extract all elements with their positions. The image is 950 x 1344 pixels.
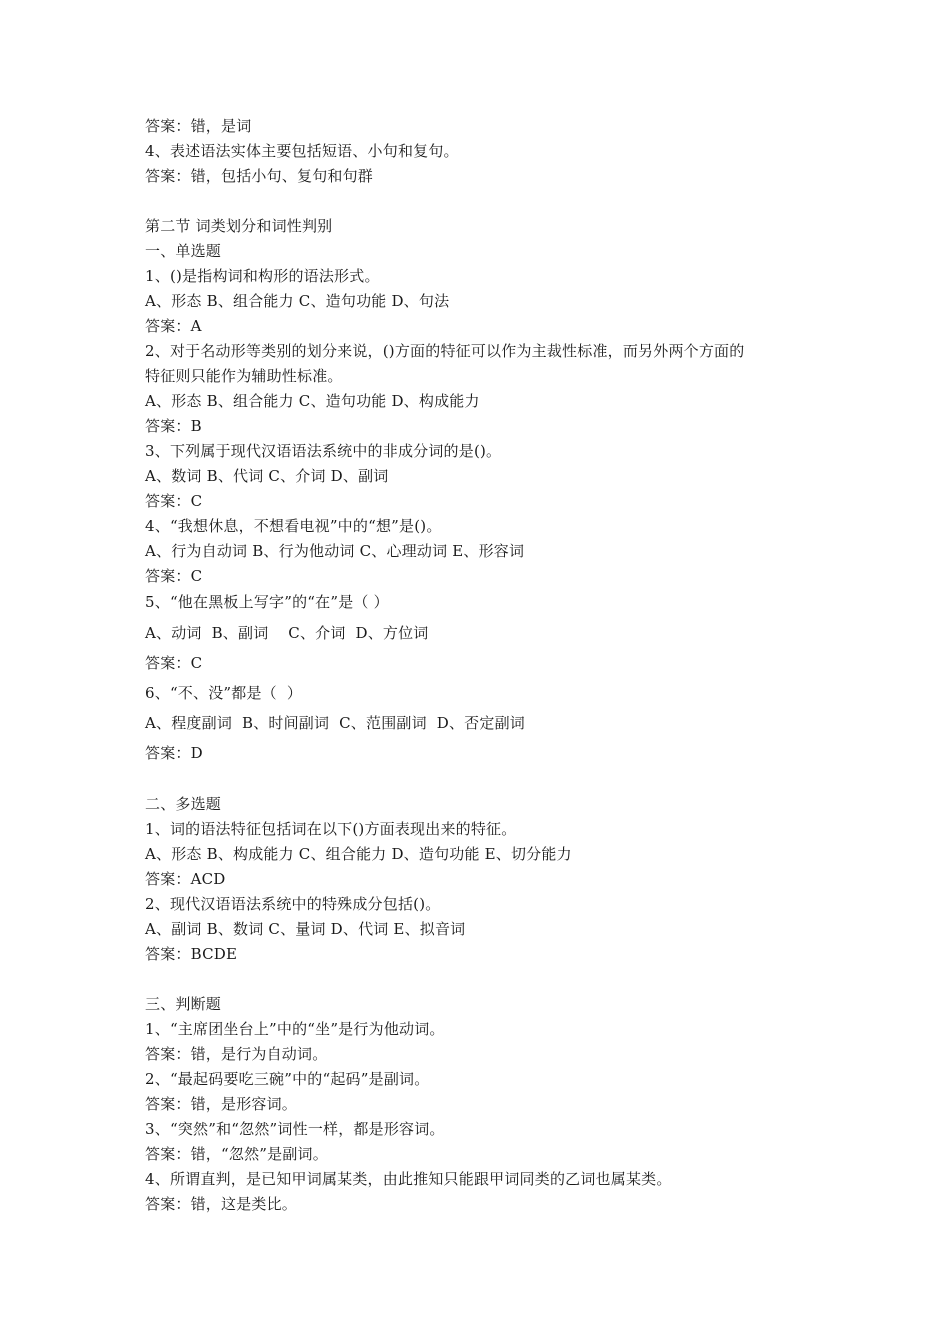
question-line-continued: 特征则只能作为辅助性标准。	[145, 367, 343, 385]
answer-line: 答案：错，包括小句、复句和句群	[145, 167, 374, 185]
subsection-heading: 二、多选题	[145, 795, 222, 813]
question-line: 3、下列属于现代汉语语法系统中的非成分词的是()。	[145, 442, 502, 460]
options-line: A、副词 B、数词 C、量词 D、代词 E、拟音词	[145, 920, 466, 938]
question-line: 4、“我想休息，不想看电视”中的“想”是()。	[145, 517, 442, 535]
question-line: 2、现代汉语语法系统中的特殊成分包括()。	[145, 895, 441, 913]
options-line: A、形态 B、组合能力 C、造句功能 D、句法	[145, 292, 450, 310]
question-line: 2、对于名动形等类别的划分来说，()方面的特征可以作为主裁性标准，而另外两个方面的	[145, 342, 745, 360]
answer-line: 答案：错，“忽然”是副词。	[145, 1145, 328, 1163]
options-line: A、程度副词 B、时间副词 C、范围副词 D、否定副词	[145, 714, 525, 732]
answer-line: 答案：ACD	[145, 870, 226, 888]
section-heading: 第二节 词类划分和词性判别	[145, 217, 333, 235]
options-line: A、行为自动词 B、行为他动词 C、心理动词 E、形容词	[145, 542, 525, 560]
options-line: A、形态 B、组合能力 C、造句功能 D、构成能力	[145, 392, 480, 410]
question-line: 2、“最起码要吃三碗”中的“起码”是副词。	[145, 1070, 430, 1088]
answer-line: 答案：BCDE	[145, 945, 238, 963]
subsection-heading: 一、单选题	[145, 242, 222, 260]
answer-line: 答案：C	[145, 567, 203, 585]
answer-line: 答案：B	[145, 417, 202, 435]
answer-line: 答案：D	[145, 744, 203, 762]
question-line: 1、“主席团坐台上”中的“坐”是行为他动词。	[145, 1020, 445, 1038]
question-line: 4、表述语法实体主要包括短语、小句和复句。	[145, 142, 459, 160]
answer-line: 答案：错，这是类比。	[145, 1195, 298, 1213]
answer-line: 答案：错，是形容词。	[145, 1095, 298, 1113]
answer-line: 答案：C	[145, 654, 203, 672]
options-line: A、数词 B、代词 C、介词 D、副词	[145, 467, 389, 485]
answer-line: 答案：C	[145, 492, 203, 510]
answer-line: 答案：A	[145, 317, 202, 335]
options-line: A、动词 B、副词 C、介词 D、方位词	[145, 624, 429, 642]
question-line: 1、词的语法特征包括词在以下()方面表现出来的特征。	[145, 820, 517, 838]
question-line: 4、所谓直判，是已知甲词属某类，由此推知只能跟甲词同类的乙词也属某类。	[145, 1170, 672, 1188]
question-line: 1、()是指构词和构形的语法形式。	[145, 267, 380, 285]
question-line: 5、“他在黑板上写字”的“在”是（ ）	[145, 593, 389, 611]
options-line: A、形态 B、构成能力 C、组合能力 D、造句功能 E、切分能力	[145, 845, 572, 863]
answer-line: 答案：错，是行为自动词。	[145, 1045, 328, 1063]
answer-line: 答案：错，是词	[145, 117, 252, 135]
subsection-heading: 三、判断题	[145, 995, 222, 1013]
question-line: 3、“突然”和“忽然”词性一样，都是形容词。	[145, 1120, 445, 1138]
question-line: 6、“不、没”都是（ ）	[145, 684, 303, 702]
